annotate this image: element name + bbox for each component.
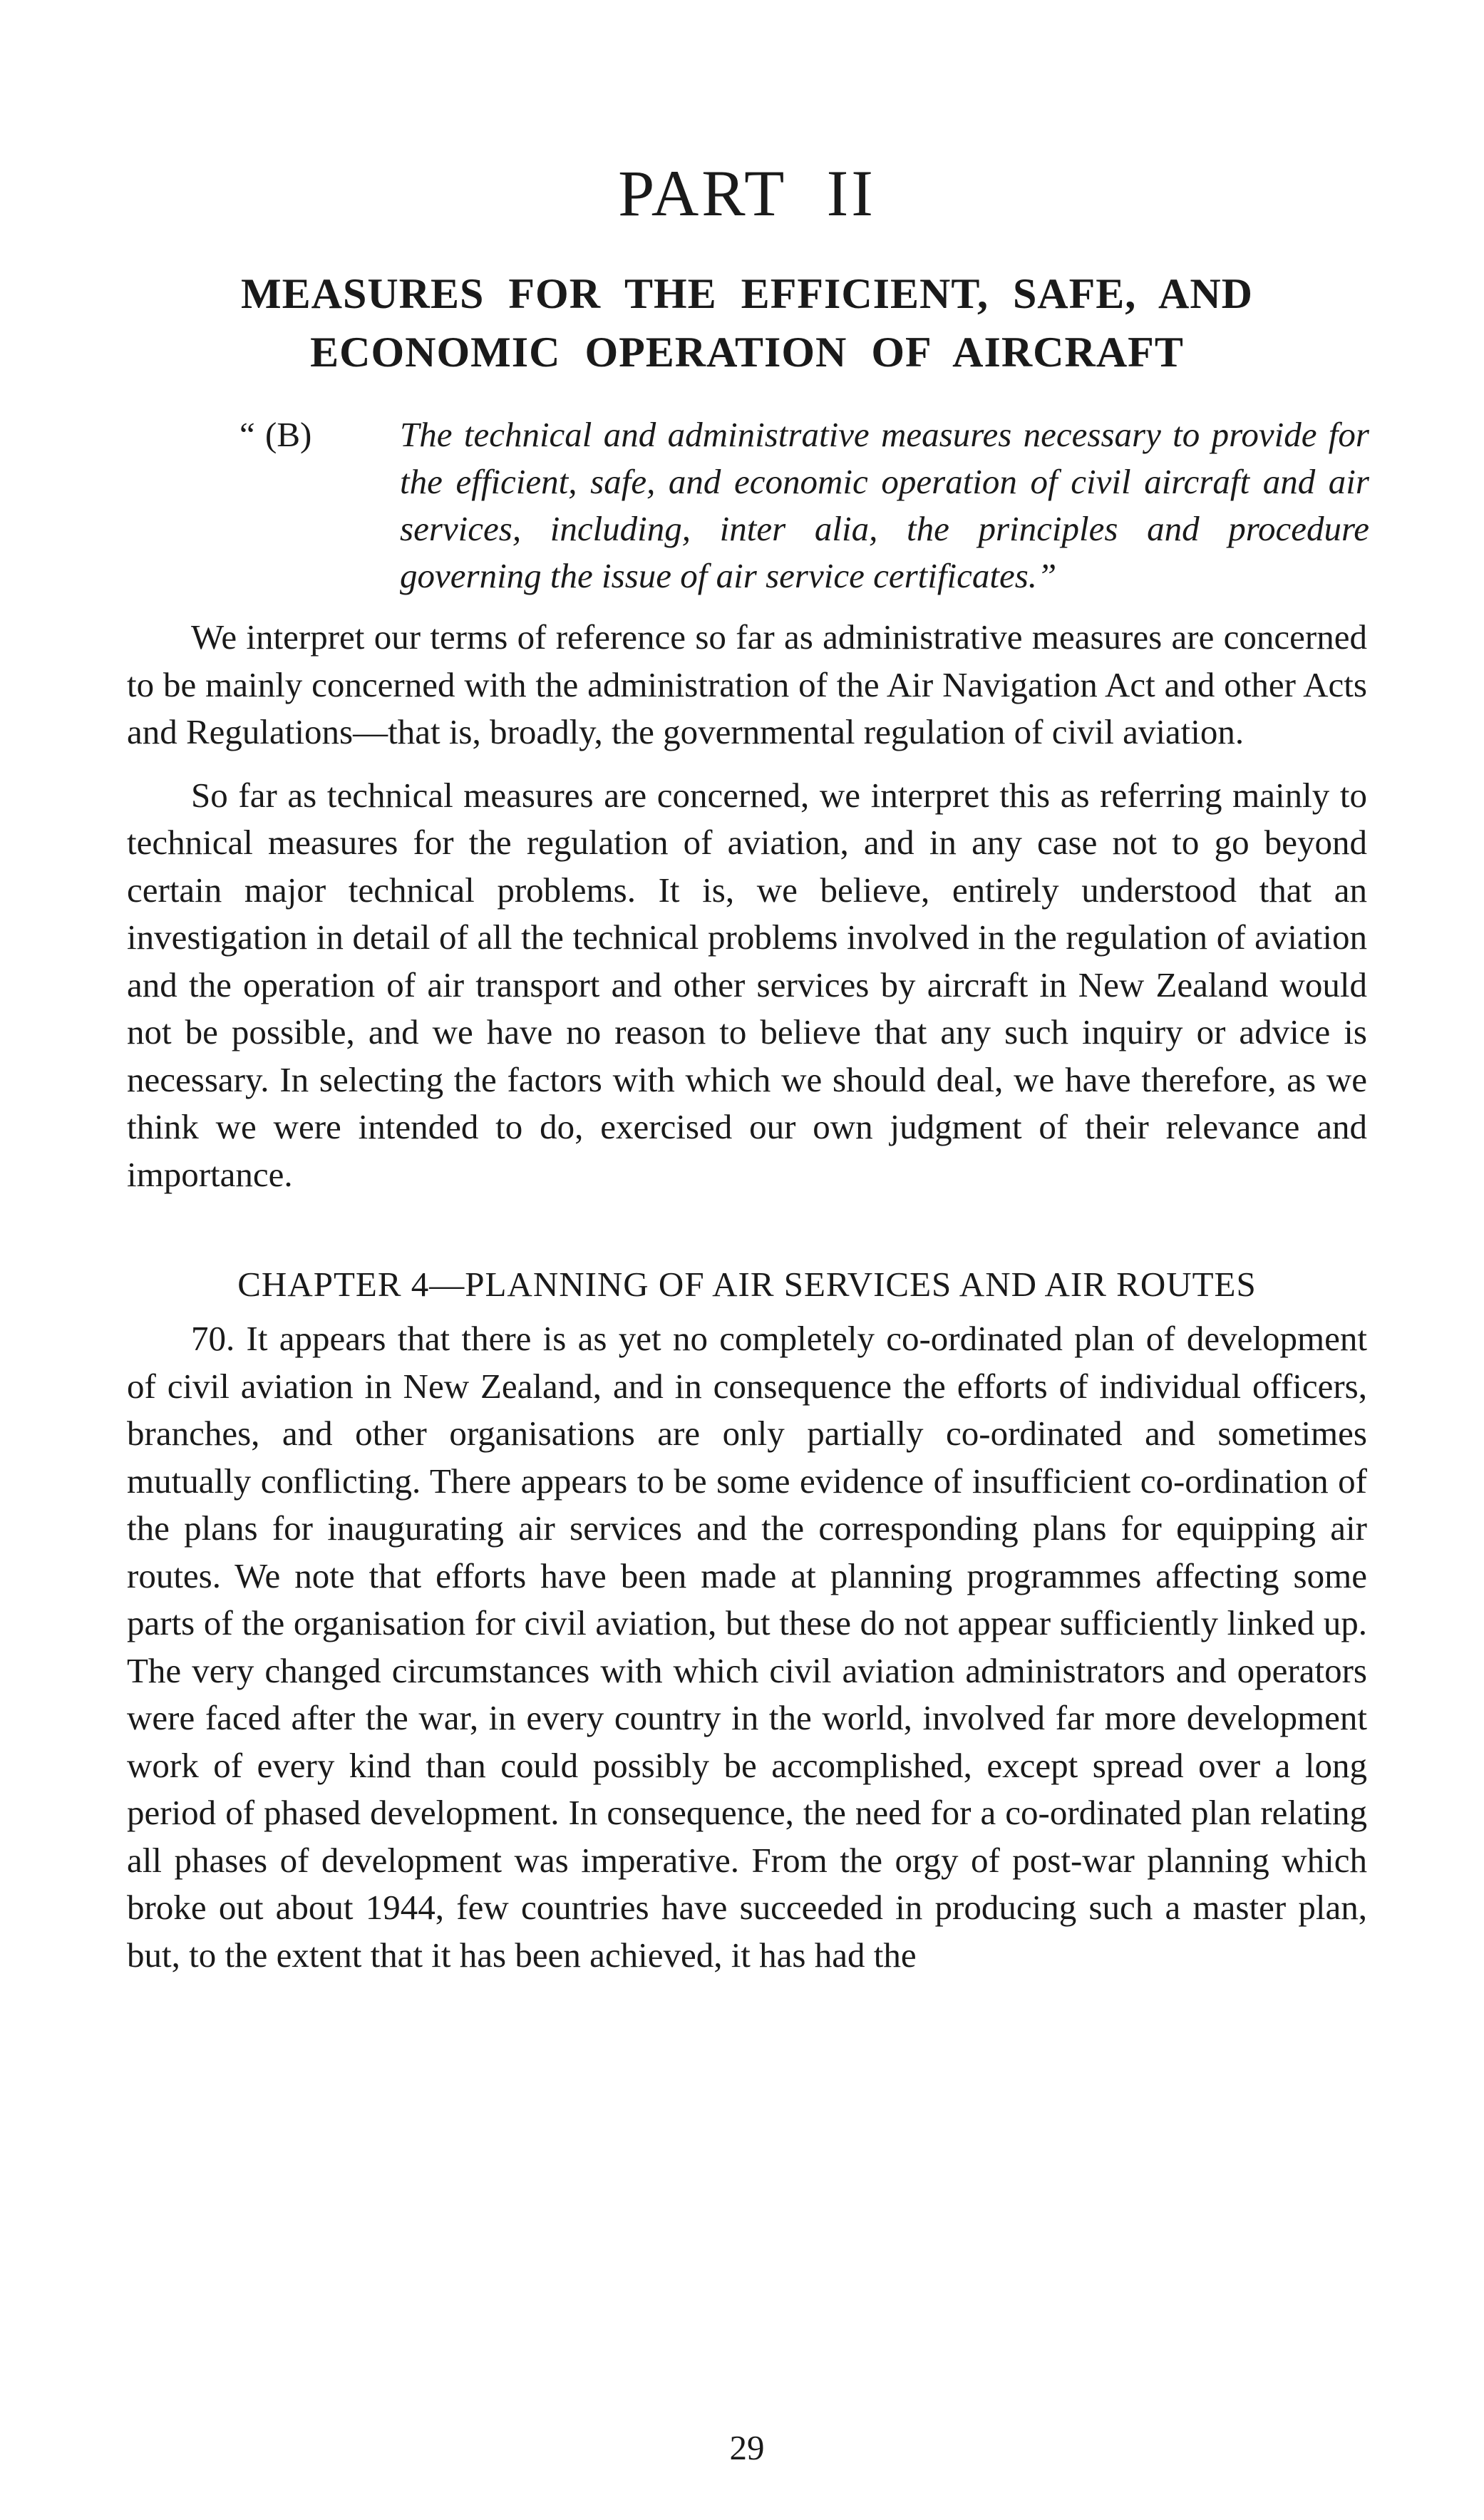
quote-text: The technical and administrative measures necessary to provide for the efficient, safe, and economic operation of civil aircraft and air services, including, inter alia, the principles and procedure governing the issue of air service certificates.” [400,415,1369,595]
section-title-line-2: ECONOMIC OPERATION OF AIRCRAFT [310,329,1184,376]
paragraph-70: 70. It appears that there is as yet no completely co-ordinated plan of development of civil aviation in New Zealand, and in consequence the efforts of individual officers, branches, and other organisations are only partially co-ordinated and sometimes mutually conflicting. There appears to be some evidence of insufficient co-ordination of the plans for inaugurating air services and the corresponding plans for equipping air routes. We note that efforts have been made at planning programmes affecting some parts of the organisation for civil aviation, but these do not appear sufficiently linked up. The very changed circumstances with which civil aviation administrators and operators were faced after the war, in every country in the world, involved far more development work of every kind than could possibly be accomplished, except spread over a long period of phased development. In consequence, the need for a co-ordinated plan relating all phases of development was imperative. From the orgy of post-war planning which broke out about 1944, few countries have succeeded in producing such a master plan, but, to the extent that it has been achieved, it has had the [127,1319,1367,1975]
quote-open-mark: “ [239,415,257,454]
section-title [127,264,1367,381]
document-page [127,153,1369,2467]
paragraph-administrative-measures: We interpret our terms of reference so far as administrative measures are concerned to be mainly concerned with the administration of the Air Navigation Act and other Acts and Regulations—that is, broadly, the governmental regulation of civil aviation. [127,617,1367,751]
quote-lead [239,411,311,458]
chapter-title: CHAPTER 4—PLANNING OF AIR SERVICES AND AIR ROUTES [237,1265,1257,1304]
paragraph-technical-measures: So far as technical measures are concerned, we interpret this as referring mainly to technical measures for the regulation of aviation, and in any case not to go beyond certain major technical problems. It is, we believe, entirely understood that an investigation in detail of all the technical problems involved in the regulation of aviation and the operation of air transport and other services by aircraft in New Zealand would not be possible, and we have no reason to believe that any such inquiry or advice is necessary. In selecting the factors with which we should deal, we have therefore, as we think we were intended to do, exercised our own judgment of their relevance and importance. [127,775,1367,1194]
section-title-line-1: MEASURES FOR THE EFFICIENT, SAFE, AND [241,270,1253,317]
part-title: PART II [618,157,876,230]
page-number: 29 [729,2428,765,2467]
quote-label: (B) [265,415,312,454]
terms-of-reference-quote [127,411,1369,600]
